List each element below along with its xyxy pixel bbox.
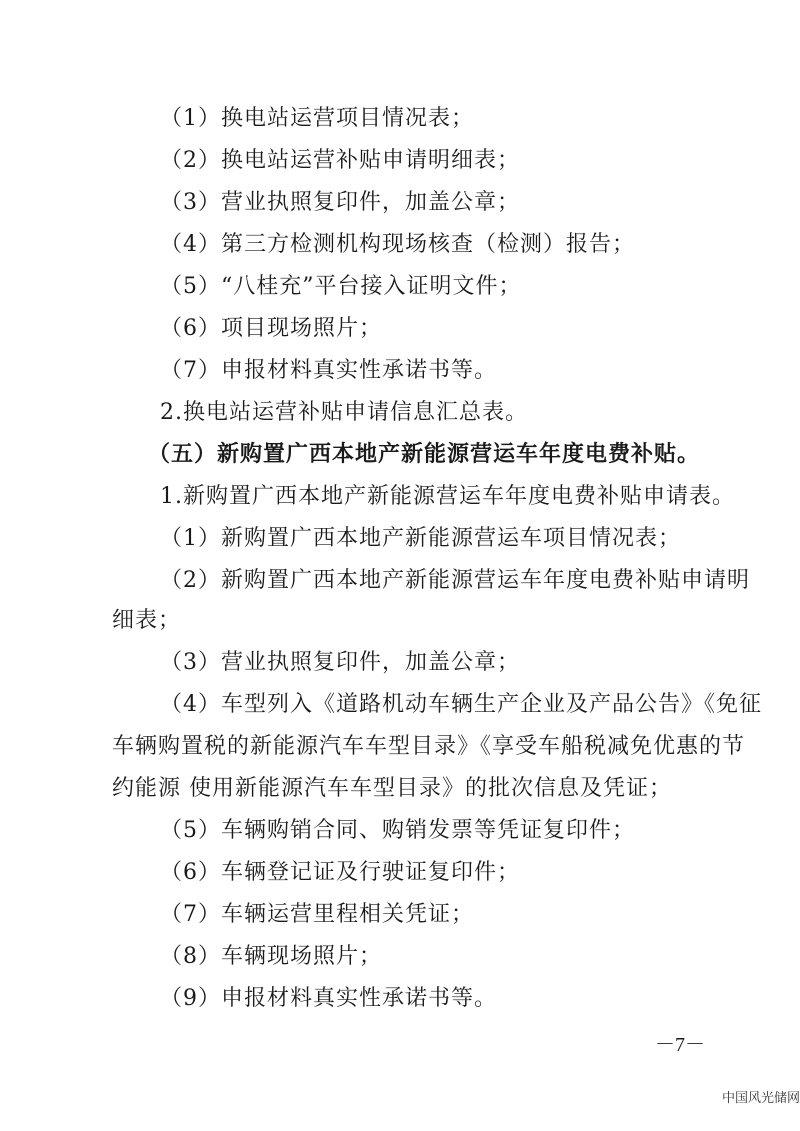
list-item: （7）申报材料真实性承诺书等。 — [160, 358, 497, 383]
list-item-continuation: 细表； — [112, 608, 182, 633]
list-item: 1.新购置广西本地产新能源营运车年度电费补贴申请表。 — [160, 484, 735, 509]
list-item: （8）车辆现场照片； — [160, 944, 382, 969]
list-item-continuation: 车辆购置税的新能源汽车车型目录》《享受车船税减免优惠的节 — [112, 734, 746, 759]
list-item: （3）营业执照复印件，加盖公章； — [160, 190, 520, 215]
list-item: （5）车辆购销合同、购销发票等凭证复印件； — [160, 818, 635, 843]
list-item: （3）营业执照复印件，加盖公章； — [160, 650, 520, 675]
list-item: （4）车型列入《道路机动车辆生产企业及产品公告》《免征 — [160, 692, 762, 717]
list-item: （2）换电站运营补贴申请明细表； — [160, 148, 520, 173]
list-item: （4）第三方检测机构现场核查（检测）报告； — [160, 232, 635, 257]
list-item: （9）申报材料真实性承诺书等。 — [160, 986, 497, 1011]
list-item: （1）新购置广西本地产新能源营运车项目情况表； — [160, 526, 681, 551]
list-item: （6）车辆登记证及行驶证复印件； — [160, 860, 520, 885]
section-heading: （五）新购置广西本地产新能源营运车年度电费补贴。 — [148, 442, 701, 467]
list-item: 2.换电站运营补贴申请信息汇总表。 — [160, 400, 528, 425]
watermark: 中国风光储网 — [722, 1091, 800, 1106]
list-item: （6）项目现场照片； — [160, 316, 382, 341]
list-item: （5）“八桂充”平台接入证明文件； — [160, 274, 522, 299]
list-item: （7）车辆运营里程相关凭证； — [160, 902, 474, 927]
page-number: －7－ — [655, 1034, 705, 1056]
list-item: （1）换电站运营项目情况表； — [160, 106, 474, 131]
list-item: （2）新购置广西本地产新能源营运车年度电费补贴申请明 — [160, 568, 750, 593]
list-item-continuation: 约能源 使用新能源汽车车型目录》的批次信息及凭证； — [112, 776, 672, 801]
